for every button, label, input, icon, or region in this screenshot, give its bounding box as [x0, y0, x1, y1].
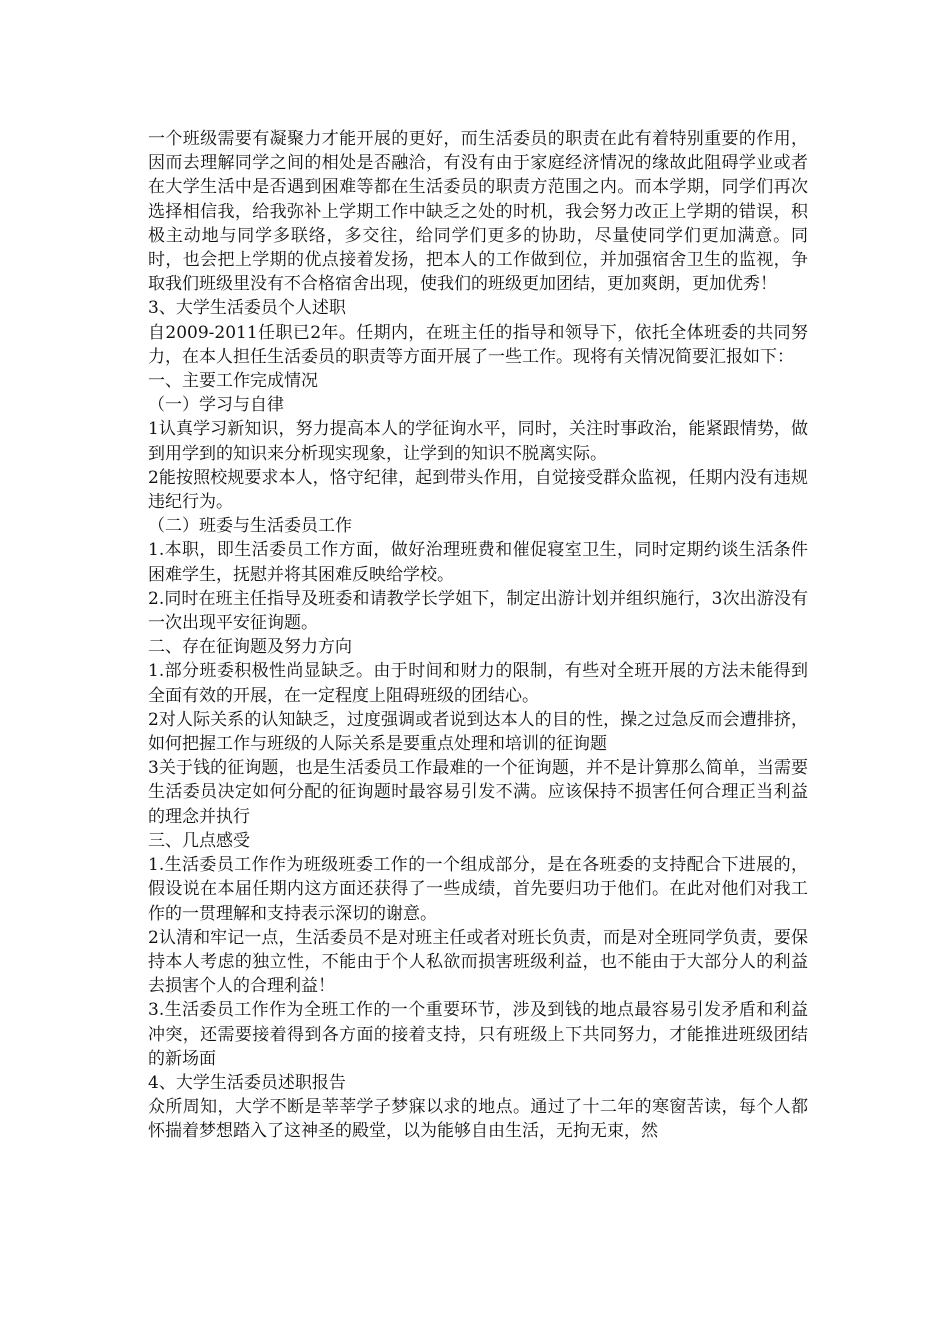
body-paragraph: 自2009-2011任职已2年。任期内，在班主任的指导和领导下，依托全体班委的共同努力，在本人担任生活委员的职责等方面开展了一些工作。现将有关情况简要汇报如下：: [148, 322, 808, 367]
body-paragraph: 2对人际关系的认知缺乏，过度强调或者说到达本人的目的性，操之过急反而会遭排挤，如何把握工作与班级的人际关系是要重点处理和培训的征询题: [148, 709, 808, 755]
body-paragraph: 2能按照校规要求本人，恪守纪律，起到带头作用，自觉接受群众监视，任期内没有违规违纪行为。: [148, 467, 808, 513]
subsection-heading: （一）学习与自律: [148, 395, 284, 416]
document-body: [148, 127, 808, 1144]
section-heading: 三、几点感受: [148, 830, 250, 851]
body-paragraph: 众所周知，大学不断是莘莘学子梦寐以求的地点。通过了十二年的寒窗苦读，每个人都怀揣着梦想踏入了这神圣的殿堂，以为能够自由生活，无拘无束，然: [148, 1097, 808, 1142]
section-heading: 二、存在征询题及努力方向: [148, 637, 352, 658]
body-paragraph: 2认清和牢记一点，生活委员不是对班主任或者对班长负责，而是对全班同学负责，要保持本人考虑的独立性，不能由于个人私欲而损害班级利益，也不能由于大部分人的利益去损害个人的合理利益！: [148, 927, 808, 997]
body-paragraph: 1.本职，即生活委员工作方面，做好治理班费和催促寝室卫生，同时定期约谈生活条件困难学生，抚慰并将其困难反映给学校。: [148, 540, 808, 585]
body-paragraph: 3.生活委员工作作为全班工作的一个重要环节，涉及到钱的地点最容易引发矛盾和利益冲突，还需要接着得到各方面的接着支持，只有班级上下共同努力，才能推进班级团结的新场面: [148, 1000, 808, 1069]
subsection-heading: （二）班委与生活委员工作: [148, 516, 352, 537]
body-paragraph: 3关于钱的征询题，也是生活委员工作最难的一个征询题，并不是计算那么简单，当需要生活委员决定如何分配的征询题时最容易引发不满。应该保持不损害任何合理正当利益的理念并执行: [148, 758, 808, 827]
body-paragraph: 1.部分班委积极性尚显缺乏。由于时间和财力的限制，有些对全班开展的方法未能得到全面有效的开展，在一定程度上阻碍班级的团结心。: [148, 661, 808, 706]
section-heading: 一、主要工作完成情况: [148, 371, 318, 392]
body-paragraph: 1认真学习新知识，努力提高本人的学征询水平，同时，关注时事政治，能紧跟情势，做到用学到的知识来分析现实现象，让学到的知识不脱离实际。: [148, 419, 808, 464]
body-paragraph: 一个班级需要有凝聚力才能开展的更好，而生活委员的职责在此有着特别重要的作用，因而去理解同学之间的相处是否融洽，有没有由于家庭经济情况的缘故此阻碍学业或者在大学生活中是否遇到困难等都在生活委员的职责方范围之内。而本学期，同学们再次选择相信我，给我弥补上学期工作中缺乏之处的时机，我会努力改正上学期的错误，积极主动地与同学多联络，多交往，给同学们更多的协助，尽量使同学们更加满意。同时，也会把上学期的优点接着发扬，把本人的工作做到位，并加强宿舍卫生的监视，争取我们班级里没有不合格宿舍出现，使我们的班级更加团结，更加爽朗，更加优秀！: [148, 129, 808, 295]
body-paragraph: 2.同时在班主任指导及班委和请教学长学姐下，制定出游计划并组织施行，3次出游没有一次出现平安征询题。: [148, 588, 808, 634]
body-paragraph: 1.生活委员工作作为班级班委工作的一个组成部分，是在各班委的支持配合下进展的，假设说在本届任期内这方面还获得了一些成绩，首先要归功于他们。在此对他们对我工作的一贯理解和支持表示深切的谢意。: [148, 855, 808, 924]
section-heading: 4、大学生活委员述职报告: [148, 1072, 346, 1093]
section-heading: 3、大学生活委员个人述职: [148, 298, 346, 319]
